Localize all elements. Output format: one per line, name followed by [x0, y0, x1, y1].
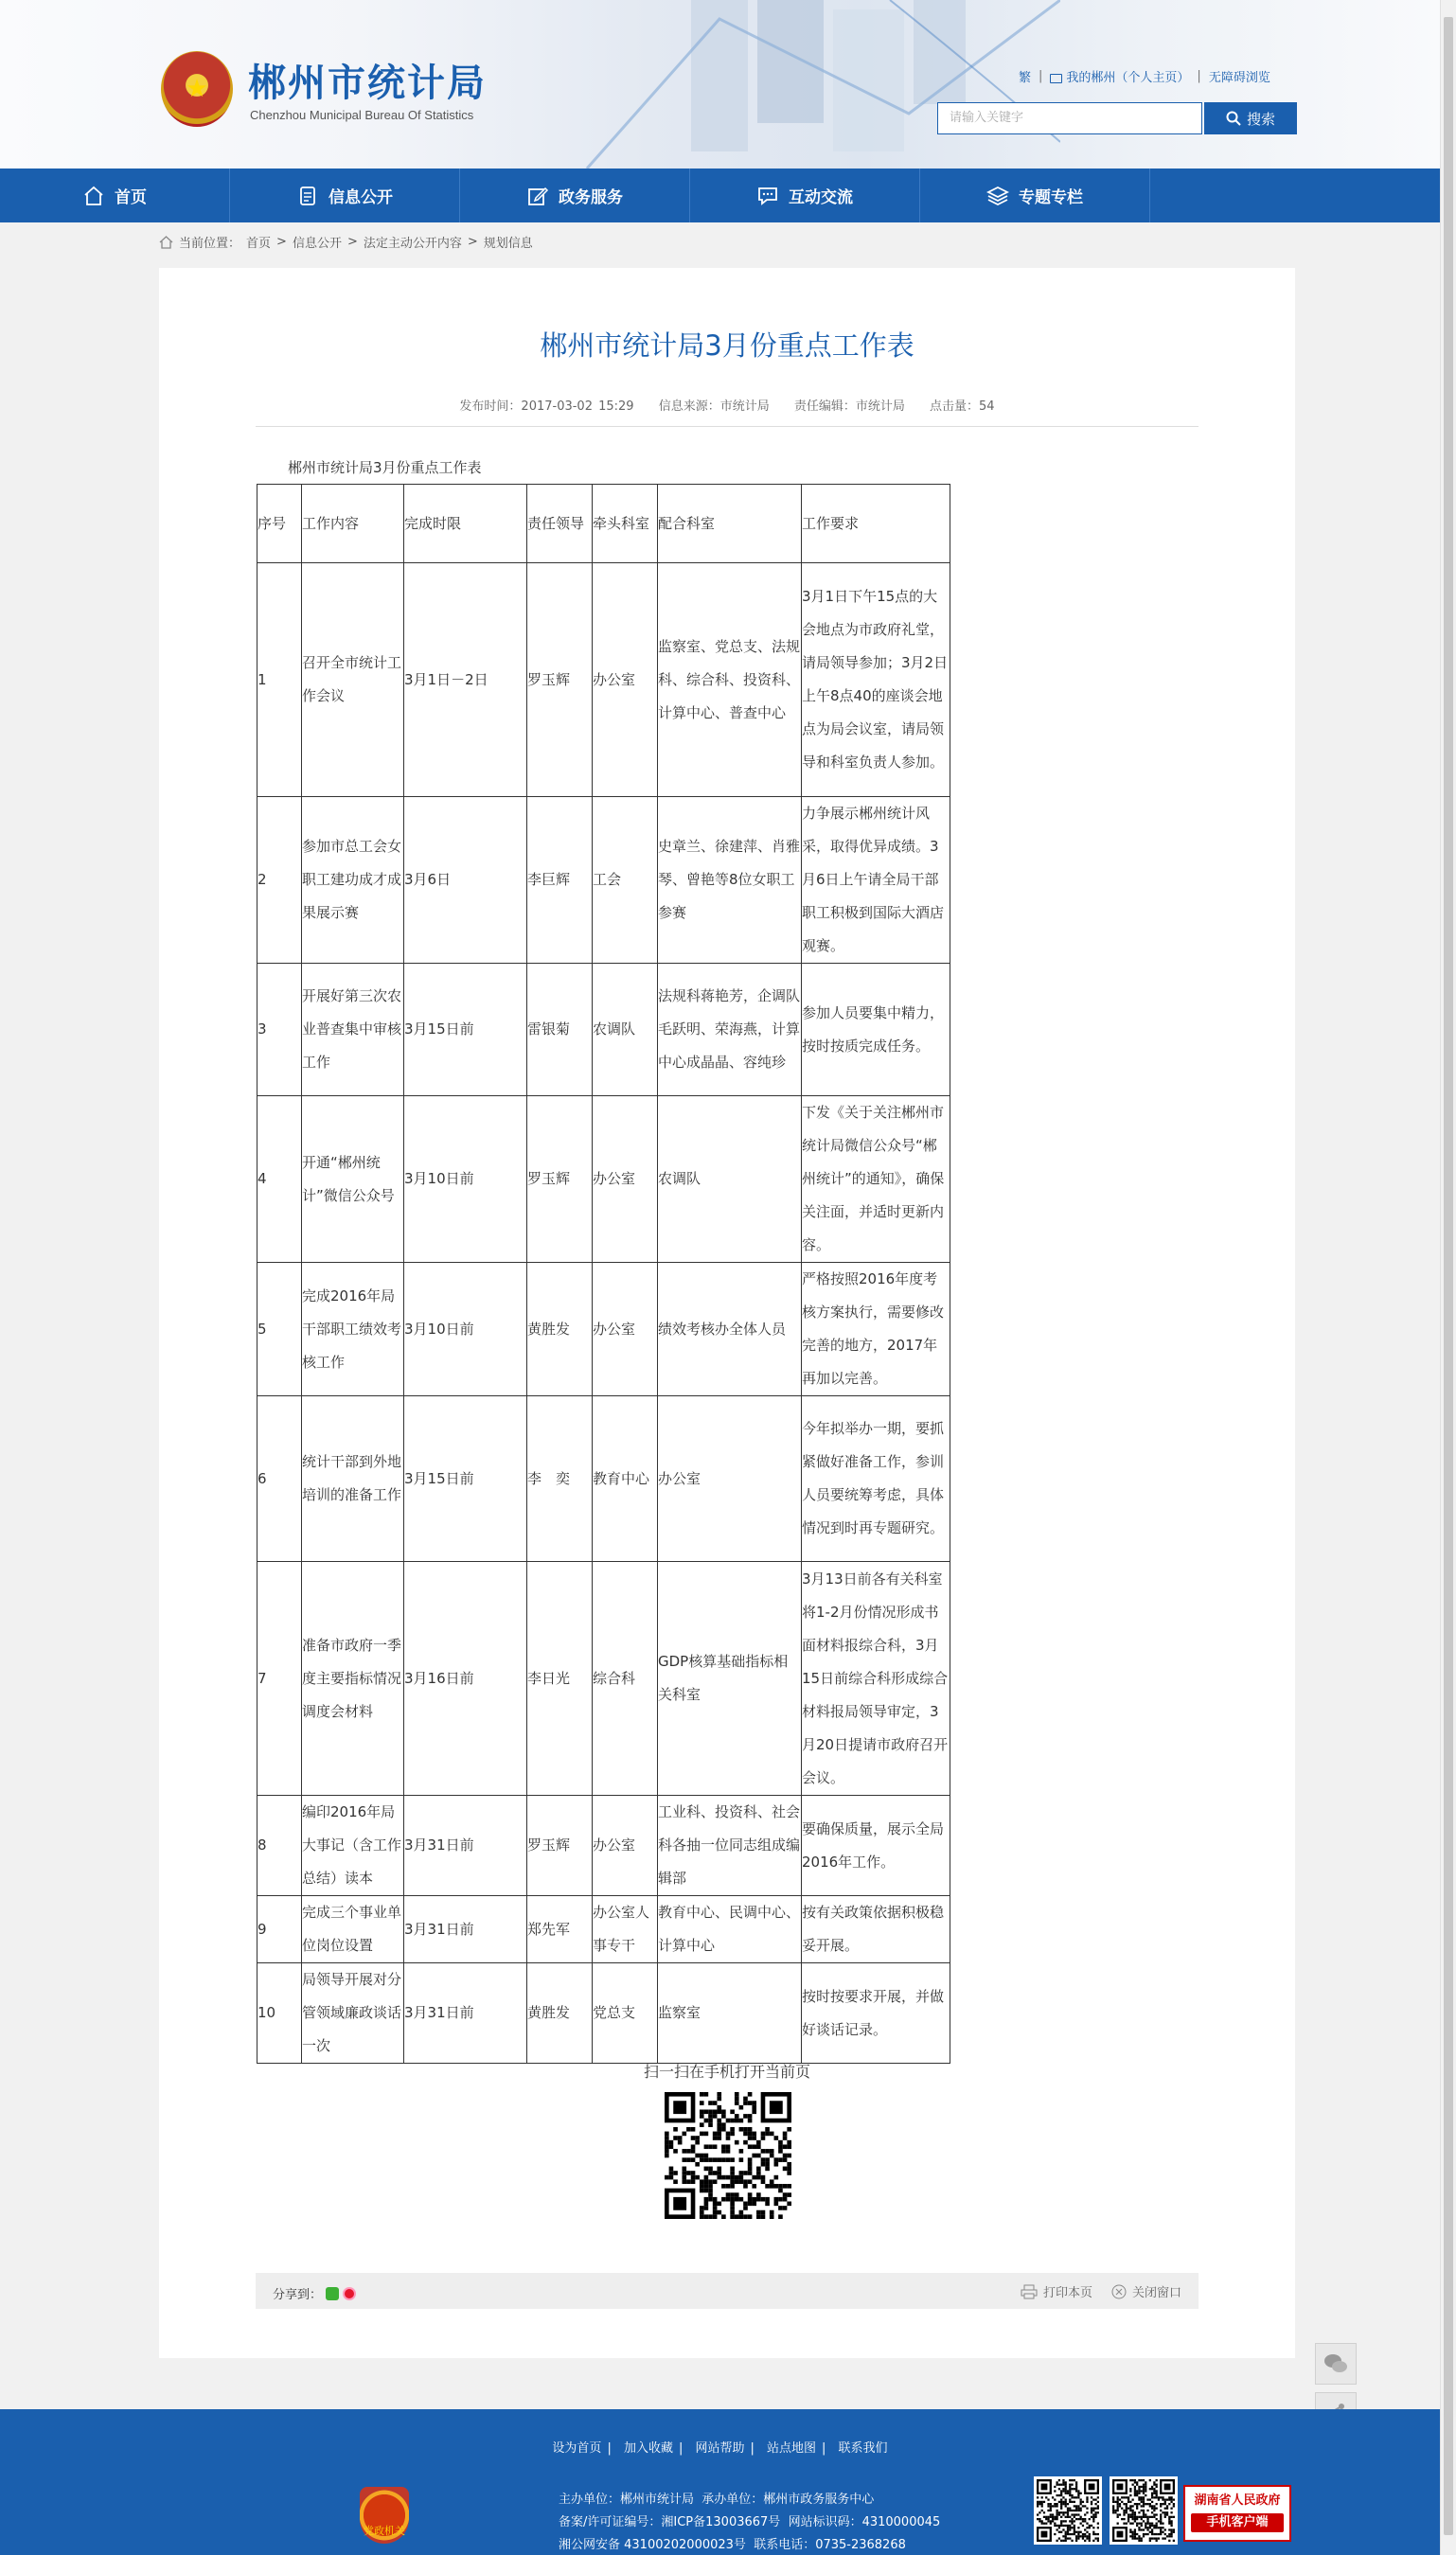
breadcrumb-statutory-disclosure[interactable]: 法定主动公开内容	[363, 237, 462, 251]
table-header-cell: 序号	[257, 485, 302, 563]
footer-link-sitemap[interactable]: 站点地图	[767, 2441, 817, 2456]
table-cell: 3月15日前	[404, 1396, 527, 1562]
table-cell: 局领导开展对分管领域廉政谈话一次	[302, 1963, 404, 2064]
table-cell: 3月6日	[404, 797, 527, 964]
table-row	[257, 1796, 950, 1896]
view-count: 点击量：54	[930, 399, 995, 414]
table-cell: 工业科、投资科、社会科各抽一位同志组成编辑部	[658, 1796, 802, 1896]
table-cell: 完成三个事业单位岗位设置	[302, 1896, 404, 1963]
wechat-float-button[interactable]	[1315, 2343, 1357, 2385]
top-links	[1019, 67, 1270, 85]
site-header	[0, 0, 1440, 169]
weibo-share-icon[interactable]	[343, 2287, 356, 2300]
table-cell: 统计干部到外地培训的准备工作	[302, 1396, 404, 1562]
table-header-cell: 责任领导	[527, 485, 593, 563]
table-row	[257, 563, 950, 797]
search-icon	[1226, 111, 1241, 126]
table-cell: 教育中心、民调中心、计算中心	[658, 1896, 802, 1963]
table-cell: 绩效考核办全体人员	[658, 1263, 802, 1396]
contact-phone: 联系电话：0735-2368268	[754, 2538, 906, 2552]
table-cell: 罗玉辉	[527, 1796, 593, 1896]
table-cell: 按有关政策依据积极稳妥开展。	[802, 1896, 950, 1963]
table-cell: 综合科	[593, 1562, 658, 1796]
table-header-cell: 完成时限	[404, 485, 527, 563]
nav-label: 首页	[115, 188, 147, 207]
table-cell: 9	[257, 1896, 302, 1963]
footer-link-help[interactable]: 网站帮助	[695, 2441, 745, 2456]
table-cell: 监察室	[658, 1963, 802, 2064]
article-panel	[159, 268, 1295, 2358]
host-unit: 主办单位：郴州市统计局	[559, 2493, 695, 2507]
table-cell: 法规科蒋艳芳，企调队毛跃明、荣海燕，计算中心成晶晶、容纯珍	[658, 964, 802, 1096]
table-row	[257, 1963, 950, 2064]
table-cell: 郑先军	[527, 1896, 593, 1963]
layers-icon	[986, 185, 1009, 207]
gov-badge-line2: 手机客户端	[1191, 2513, 1284, 2532]
page-qr-code	[665, 2092, 791, 2219]
wechat-share-icon[interactable]	[326, 2287, 339, 2300]
footer-qr-code	[1034, 2476, 1102, 2545]
vertical-scrollbar[interactable]	[1440, 0, 1456, 2555]
nav-label: 政务服务	[559, 188, 623, 207]
table-cell: 李巨辉	[527, 797, 593, 964]
table-cell: 办公室	[658, 1396, 802, 1562]
qr-caption: 扫一扫在手机打开当前页	[643, 2063, 810, 2081]
table-cell: 黄胜发	[527, 1263, 593, 1396]
close-label: 关闭窗口	[1131, 2286, 1181, 2300]
footer-link-set-homepage[interactable]: 设为首页	[552, 2441, 602, 2456]
table-cell: 农调队	[658, 1096, 802, 1263]
table-cell: 李 奕	[527, 1396, 593, 1562]
table-cell: 办公室	[593, 1263, 658, 1396]
header-banner-graphic	[530, 0, 1060, 169]
table-cell: 办公室	[593, 1796, 658, 1896]
nav-label: 信息公开	[328, 188, 393, 207]
nav-label: 专题专栏	[1019, 188, 1083, 207]
traditional-chinese-link[interactable]: 繁	[1019, 71, 1032, 85]
print-label: 打印本页	[1042, 2286, 1092, 2300]
share-bar	[256, 2273, 1199, 2309]
table-cell: 力争展示郴州统计风采，取得优异成绩。3月6日上午请全局干部职工积极到国际大酒店观赛。	[802, 797, 950, 964]
table-cell: 开展好第三次农业普查集中审核工作	[302, 964, 404, 1096]
info-source: 信息来源：市统计局	[658, 399, 770, 414]
table-cell: 农调队	[593, 964, 658, 1096]
table-cell: 3月1日下午15点的大会地点为市政府礼堂，请局领导参加；3月2日上午8点40的座谈会地点为局会议室，请局领导和科室负责人参加。	[802, 563, 950, 797]
publish-time: 发布时间：2017-03-02 15:29	[459, 399, 634, 414]
table-row	[257, 1263, 950, 1396]
scrollbar-thumb[interactable]	[1444, 17, 1453, 2535]
police-record[interactable]: 湘公网安备 43100202000023号	[559, 2538, 746, 2552]
responsible-editor: 责任编辑：市统计局	[793, 399, 905, 414]
print-button[interactable]	[1021, 2282, 1092, 2300]
breadcrumb-prefix: 当前位置：	[179, 237, 241, 251]
table-cell: 参加人员要集中精力，按时按质完成任务。	[802, 964, 950, 1096]
table-cell: 3月31日前	[404, 1796, 527, 1896]
table-cell: 10	[257, 1963, 302, 2064]
table-cell: 3月15日前	[404, 964, 527, 1096]
table-cell: 教育中心	[593, 1396, 658, 1562]
table-header-cell: 工作要求	[802, 485, 950, 563]
document-icon	[296, 185, 319, 207]
table-cell: 完成2016年局干部职工绩效考核工作	[302, 1263, 404, 1396]
table-cell: 召开全市统计工作会议	[302, 563, 404, 797]
operator-unit: 承办单位：郴州市政务服务中心	[701, 2493, 875, 2507]
table-cell: 1	[257, 563, 302, 797]
wechat-icon	[1323, 2352, 1349, 2375]
close-window-button[interactable]	[1111, 2282, 1181, 2300]
divider	[256, 426, 1199, 427]
breadcrumb-separator: >	[467, 235, 478, 249]
table-cell: 史章兰、徐建萍、肖雅琴、曾艳等8位女职工参赛	[658, 797, 802, 964]
footer-link-bookmark[interactable]: 加入收藏	[623, 2441, 673, 2456]
hunan-gov-app-badge[interactable]	[1183, 2485, 1291, 2542]
footer-info	[559, 2489, 940, 2555]
footer-link-contact[interactable]: 联系我们	[838, 2441, 888, 2456]
search-button-label: 搜索	[1246, 110, 1275, 128]
table-cell: 开通“郴州统计”微信公众号	[302, 1096, 404, 1263]
my-homepage-link[interactable]	[1050, 67, 1189, 85]
table-cell: 3	[257, 964, 302, 1096]
table-row	[257, 1096, 950, 1263]
share-section	[273, 2284, 356, 2302]
table-header-cell: 牵头科室	[593, 485, 658, 563]
accessibility-link[interactable]: 无障碍浏览	[1208, 71, 1270, 85]
main-nav	[0, 169, 1440, 222]
nav-item-gov-services[interactable]	[460, 169, 690, 222]
site-footer	[0, 2409, 1440, 2555]
table-header-cell: 工作内容	[302, 485, 404, 563]
table-cell: 严格按照2016年度考核方案执行，需要修改完善的地方，2017年再加以完善。	[802, 1263, 950, 1396]
table-header-row	[257, 485, 950, 563]
table-cell: 7	[257, 1562, 302, 1796]
edit-icon	[526, 185, 549, 207]
table-cell: 2	[257, 797, 302, 964]
table-cell: 3月31日前	[404, 1963, 527, 2064]
table-cell: 按时按要求开展，并做好谈话记录。	[802, 1963, 950, 2064]
icp-number[interactable]: 备案/许可证编号：湘ICP备13003667号	[559, 2515, 781, 2529]
nav-item-info-disclosure[interactable]	[230, 169, 460, 222]
breadcrumb-home[interactable]: 首页	[246, 237, 272, 251]
table-caption: 郴州市统计局3月份重点工作表	[288, 459, 482, 476]
article-tools	[1021, 2282, 1181, 2300]
table-row	[257, 964, 950, 1096]
breadcrumb-info-disclosure[interactable]: 信息公开	[292, 237, 342, 251]
table-cell: 罗玉辉	[527, 563, 593, 797]
my-homepage-label: 我的郴州（个人主页）	[1066, 71, 1190, 85]
table-cell: 4	[257, 1096, 302, 1263]
site-code: 网站标识码：4310000045	[788, 2515, 941, 2529]
table-cell: 罗玉辉	[527, 1096, 593, 1263]
table-cell: 要确保质量，展示全局2016年工作。	[802, 1796, 950, 1896]
table-cell: 6	[257, 1396, 302, 1562]
chat-icon	[756, 185, 779, 207]
table-row	[257, 1562, 950, 1796]
work-plan-table	[257, 484, 950, 2064]
table-cell: 编印2016年局大事记（含工作总结）读本	[302, 1796, 404, 1896]
table-cell: 李日光	[527, 1562, 593, 1796]
table-cell: 雷银菊	[527, 964, 593, 1096]
table-cell: 工会	[593, 797, 658, 964]
nav-item-home[interactable]	[0, 169, 230, 222]
table-row	[257, 1896, 950, 1963]
table-cell: 下发《关于关注郴州市统计局微信公众号“郴州统计”的通知》，确保关注面，并适时更新内容。	[802, 1096, 950, 1263]
table-cell: 准备市政府一季度主要指标情况调度会材料	[302, 1562, 404, 1796]
home-icon	[159, 236, 173, 249]
table-row	[257, 1396, 950, 1562]
breadcrumb-separator: >	[346, 235, 358, 249]
table-cell: 办公室人事专干	[593, 1896, 658, 1963]
party-gov-badge[interactable]	[360, 2487, 409, 2544]
table-cell: 3月31日前	[404, 1896, 527, 1963]
table-cell: 办公室	[593, 1096, 658, 1263]
separator: |	[1039, 69, 1043, 83]
table-cell: 3月1日－2日	[404, 563, 527, 797]
site-subtitle: Chenzhou Municipal Bureau Of Statistics	[250, 108, 474, 122]
close-icon	[1111, 2284, 1127, 2299]
table-cell: 今年拟举办一期，要抓紧做好准备工作，参训人员要统筹考虑，具体情况到时再专题研究。	[802, 1396, 950, 1562]
table-cell: 监察室、党总支、法规科、综合科、投资科、计算中心、普查中心	[658, 563, 802, 797]
table-cell: 5	[257, 1263, 302, 1396]
nav-item-special-topics[interactable]	[920, 169, 1150, 222]
table-cell: 3月10日前	[404, 1263, 527, 1396]
gov-badge-line1: 湖南省人民政府	[1194, 2493, 1281, 2508]
home-icon	[82, 185, 105, 207]
article-title: 郴州市统计局3月份重点工作表	[540, 329, 914, 362]
table-row	[257, 797, 950, 964]
table-cell: 参加市总工会女职工建功成才成果展示赛	[302, 797, 404, 964]
table-cell: GDP核算基础指标相关科室	[658, 1562, 802, 1796]
table-cell: 8	[257, 1796, 302, 1896]
table-cell: 3月10日前	[404, 1096, 527, 1263]
table-cell: 党总支	[593, 1963, 658, 2064]
badge-text: 党政机关	[364, 2525, 405, 2537]
table-header-cell: 配合科室	[658, 485, 802, 563]
printer-icon	[1021, 2284, 1038, 2299]
footer-qr-code	[1110, 2476, 1178, 2545]
share-label: 分享到：	[273, 2288, 323, 2302]
nav-item-interaction[interactable]	[690, 169, 920, 222]
search-button[interactable]	[1204, 102, 1297, 134]
breadcrumb-separator: >	[276, 235, 287, 249]
table-cell: 黄胜发	[527, 1963, 593, 2064]
search-input[interactable]: 请输入关键字	[937, 102, 1202, 134]
separator: |	[1197, 69, 1201, 83]
table-cell: 3月16日前	[404, 1562, 527, 1796]
nav-label: 互动交流	[789, 188, 853, 207]
table-cell: 办公室	[593, 563, 658, 797]
table-cell: 3月13日前各有关科室将1-2月份情况形成书面材料报综合科，3月15日前综合科形成综合材料报局领导审定，3月20日提请市政府召开会议。	[802, 1562, 950, 1796]
monitor-icon	[1050, 74, 1062, 83]
breadcrumb	[159, 233, 533, 251]
site-title[interactable]: 郴州市统计局	[248, 62, 487, 105]
article-meta	[159, 396, 1295, 414]
breadcrumb-planning-info[interactable]: 规划信息	[483, 237, 533, 251]
national-emblem-icon: ★	[161, 51, 233, 127]
footer-links: 设为首页 | 加入收藏 | 网站帮助 | 站点地图 | 联系我们	[552, 2441, 888, 2456]
